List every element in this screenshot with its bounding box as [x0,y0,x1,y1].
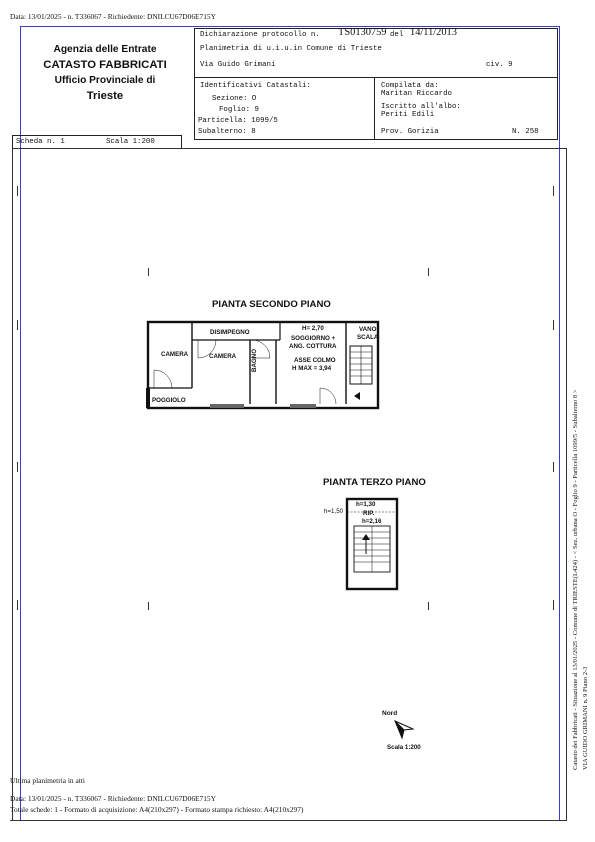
cadastral-sezione: Sezione: O [212,95,257,103]
tick-mark [17,600,18,610]
room-rip: RIP. [363,510,375,517]
room-asse-colmo: ASSE COLMO [294,357,336,364]
room-camera-left: CAMERA [161,351,189,358]
drawing-area [12,148,567,821]
tick-mark [553,186,554,196]
tick-mark [17,462,18,472]
tick-mark [428,602,429,610]
office-catasto: CATASTO FABBRICATI [43,59,167,71]
declaration-date: 14/11/2013 [410,27,457,38]
room-poggiolo: POGGIOLO [152,397,186,404]
tick-mark [553,462,554,472]
room-h150: h=1,50 [324,508,344,515]
room-vano: VANO [359,326,377,333]
side-address-text: VIA GUIDO GRIMANI n. 9 Piano 2-3 [582,666,589,770]
scheda-scale: Scala 1:200 [106,138,155,146]
office-name: Agenzia delle Entrate [53,44,157,55]
header-data-line: Data: 13/01/2025 - n. T336067 - Richiedente: DNILCU67D06E715Y [10,12,216,21]
cadastral-particella: Particella: 1099/5 [198,117,278,125]
declaration-address: Via Guido Grimani [200,61,276,69]
room-h130: h=1,30 [356,501,376,508]
declaration-label: Dichiarazione protocollo n. [200,31,320,39]
compiled-name: Maritan Riccardo [381,90,452,98]
plan3-title: PIANTA TERZO PIANO [323,477,426,488]
plan2-title: PIANTA SECONDO PIANO [212,299,331,310]
office-city: Trieste [86,90,124,102]
footer-totale: Totale schede: 1 - Formato di acquisizione: A4(210x297) - Formato stampa richiesto: A4(210x297) [10,805,304,814]
room-ang-cottura: ANG. COTTURA [289,343,337,350]
compiled-profession: Periti Edili [381,111,435,119]
room-h216: h=2,16 [362,518,382,525]
room-disimpegno: DISIMPEGNO [210,329,250,336]
north-arrow-icon [392,718,416,740]
tick-mark [17,186,18,196]
tick-mark [17,320,18,330]
compiled-label: Compilata da: [381,82,439,90]
footer-data-line: Data: 13/01/2025 - n. T336067 - Richiedente: DNILCU67D06E715Y [10,794,216,803]
tick-mark [148,602,149,610]
declaration-civ: civ. 9 [486,61,513,69]
declaration-planimetry: Planimetria di u.i.u.in Comune di Trieste [200,45,382,53]
compiled-albo: Iscritto all'albo: [381,103,461,111]
footer-last-plan: Ultima planimetria in atti [10,776,85,785]
declaration-del: del [390,31,404,39]
tick-mark [553,600,554,610]
north-label: Nord [382,710,398,717]
tick-mark [148,268,149,276]
room-scala: SCALA [357,334,379,341]
room-bagno: BAGNO [251,348,258,372]
office-ufficio: Ufficio Provinciale di [54,75,156,86]
north-scale: Scala 1:200 [387,744,421,751]
room-soggiorno: SOGGIORNO + [291,335,336,342]
tick-mark [428,268,429,276]
cadastral-divider [374,77,375,140]
cadastral-subalterno: Subalterno: 8 [198,128,256,136]
tick-mark [553,320,554,330]
frame-top-line [20,26,560,27]
room-height-270: H= 2,70 [302,325,324,332]
cadastral-title: Identificativi Catastali: [200,82,311,90]
side-situation-text: Catasto dei Fabbricati - Situazione al 13/01/2025 - Comune di TRIESTE(L424) - < Sez. urbana O - Foglio 9 - Particella 1099/5 - Subalterno 8 > [572,389,579,770]
room-camera-middle: CAMERA [209,353,237,360]
declaration-number: TS0130759 [338,27,387,38]
compiled-num: N. 258 [512,128,539,136]
compiled-prov: Prov. Gorizia [381,128,439,136]
scheda-label: Scheda n. 1 [16,138,65,146]
cadastral-foglio: Foglio: 9 [219,106,259,114]
room-hmax: H MAX = 3,94 [292,365,332,372]
